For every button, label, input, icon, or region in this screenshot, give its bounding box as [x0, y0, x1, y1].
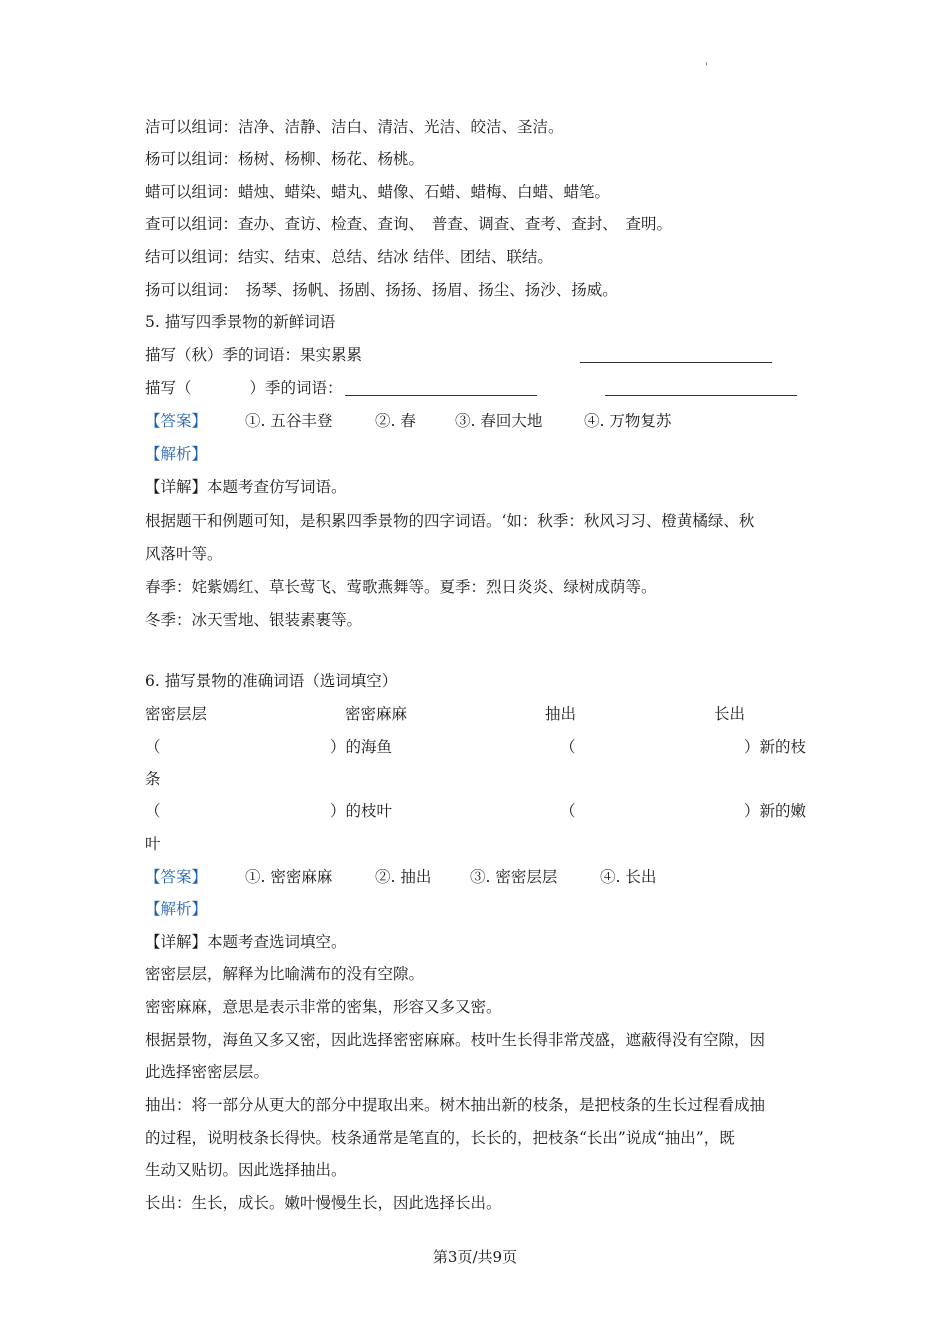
q6-fill4-open: （	[560, 802, 576, 820]
q6-answer-1: ①. 密密麻麻	[245, 868, 333, 886]
q5-line2-suffix: ）季的词语：	[249, 379, 343, 397]
q5-blank-2[interactable]	[345, 381, 537, 396]
q6-option-4: 长出	[714, 705, 746, 723]
q6-line-3: 根据景物，海鱼又多又密，因此选择密密麻麻。枝叶生长得非常茂盛，遮蔽得没有空隙，因	[145, 1031, 766, 1049]
q5-text-2: 风落叶等。	[145, 545, 223, 563]
q5-answer-4: ④. 万物复苏	[584, 412, 672, 430]
q5-answer-3: ③. 春回大地	[455, 412, 543, 430]
q5-line1: 描写（秋）季的词语：果实累累	[145, 346, 363, 364]
q6-fill1-open: （	[145, 738, 161, 756]
word-line-yang2: 扬可以组词： 扬琴、扬帆、扬剧、扬扬、扬眉、扬尘、扬沙、扬威。	[145, 281, 618, 299]
q6-option-3: 抽出	[545, 705, 577, 723]
q6-line-1: 密密层层，解释为比喻满布的没有空隙。	[145, 965, 425, 983]
corner-mark: '	[705, 62, 708, 73]
q5-text-4: 冬季：冰天雪地、银装素裹等。	[145, 611, 363, 629]
q6-fill2-open: （	[560, 738, 576, 756]
word-line-jie: 洁可以组词：洁净、洁静、洁白、清洁、光洁、皎洁、圣洁。	[145, 118, 564, 136]
q5-text-1: 根据题干和例题可知，是积累四季景物的四字词语。‘如：秋季：秋风习习、橙黄橘绿、秋	[145, 512, 755, 530]
q6-fill4-wrap: 叶	[145, 835, 161, 853]
q5-analysis-tag: 【解析】	[145, 445, 208, 463]
q6-line-8: 长出：生长，成长。嫩叶慢慢生长，因此选择长出。	[145, 1194, 502, 1212]
q5-text-3: 春季：姹紫嫣红、草长莺飞、莺歌燕舞等。夏季：烈日炎炎、绿树成荫等。	[145, 578, 657, 596]
q6-answer-2: ②. 抽出	[375, 868, 432, 886]
q5-answer-2: ②. 春	[375, 412, 416, 430]
q5-answer-tag: 【答案】	[145, 412, 208, 430]
q5-title: 5. 描写四季景物的新鲜词语	[145, 313, 336, 331]
q6-answer-tag: 【答案】	[145, 868, 208, 886]
word-line-la: 蜡可以组词：蜡烛、蜡染、蜡丸、蜡像、石蜡、蜡梅、白蜡、蜡笔。	[145, 183, 611, 201]
q6-fill3-close: ）的枝叶	[330, 802, 393, 820]
q5-blank-3[interactable]	[605, 381, 797, 396]
q6-line-6: 的过程，说明枝条长得快。枝条通常是笔直的，长长的，把枝条“长出”说成“抽出”，既	[145, 1129, 735, 1147]
q6-fill3-open: （	[145, 802, 161, 820]
q6-title: 6. 描写景物的准确词语（选词填空）	[145, 672, 398, 690]
q6-option-1: 密密层层	[145, 705, 208, 723]
q5-line2-prefix: 描写（	[145, 379, 192, 397]
q6-fill1-close: ）的海鱼	[330, 738, 393, 756]
q5-answer-1: ①. 五谷丰登	[245, 412, 333, 430]
q5-detail: 【详解】本题考查仿写词语。	[145, 478, 347, 496]
word-line-yang: 杨可以组词：杨树、杨柳、杨花、杨桃。	[145, 150, 425, 168]
q6-fill2-close: ）新的枝	[744, 738, 807, 756]
q6-answer-4: ④. 长出	[600, 868, 657, 886]
q6-analysis-tag: 【解析】	[145, 900, 208, 918]
q6-fill2-wrap: 条	[145, 770, 161, 788]
q6-fill4-close: ）新的嫩	[744, 802, 807, 820]
word-line-cha: 查可以组词：查办、查访、检查、查询、 普查、调查、查考、查封、 查明。	[145, 215, 673, 233]
q6-line-5: 抽出：将一部分从更大的部分中提取出来。树木抽出新的枝条，是把枝条的生长过程看成抽	[145, 1096, 766, 1114]
q6-option-2: 密密麻麻	[345, 705, 408, 723]
q6-line-4: 此选择密密层层。	[145, 1063, 270, 1081]
q5-blank-1[interactable]	[580, 348, 772, 363]
q6-line-2: 密密麻麻，意思是表示非常的密集，形容又多又密。	[145, 998, 502, 1016]
q6-answer-3: ③. 密密层层	[470, 868, 558, 886]
page-number: 第3页/共9页	[432, 1248, 518, 1266]
word-line-jie2: 结可以组词：结实、结束、总结、结冰 结伴、团结、联结。	[145, 248, 553, 266]
q6-line-7: 生动又贴切。因此选择抽出。	[145, 1161, 347, 1179]
q5-line2	[145, 378, 343, 398]
q6-detail: 【详解】本题考查选词填空。	[145, 933, 347, 951]
